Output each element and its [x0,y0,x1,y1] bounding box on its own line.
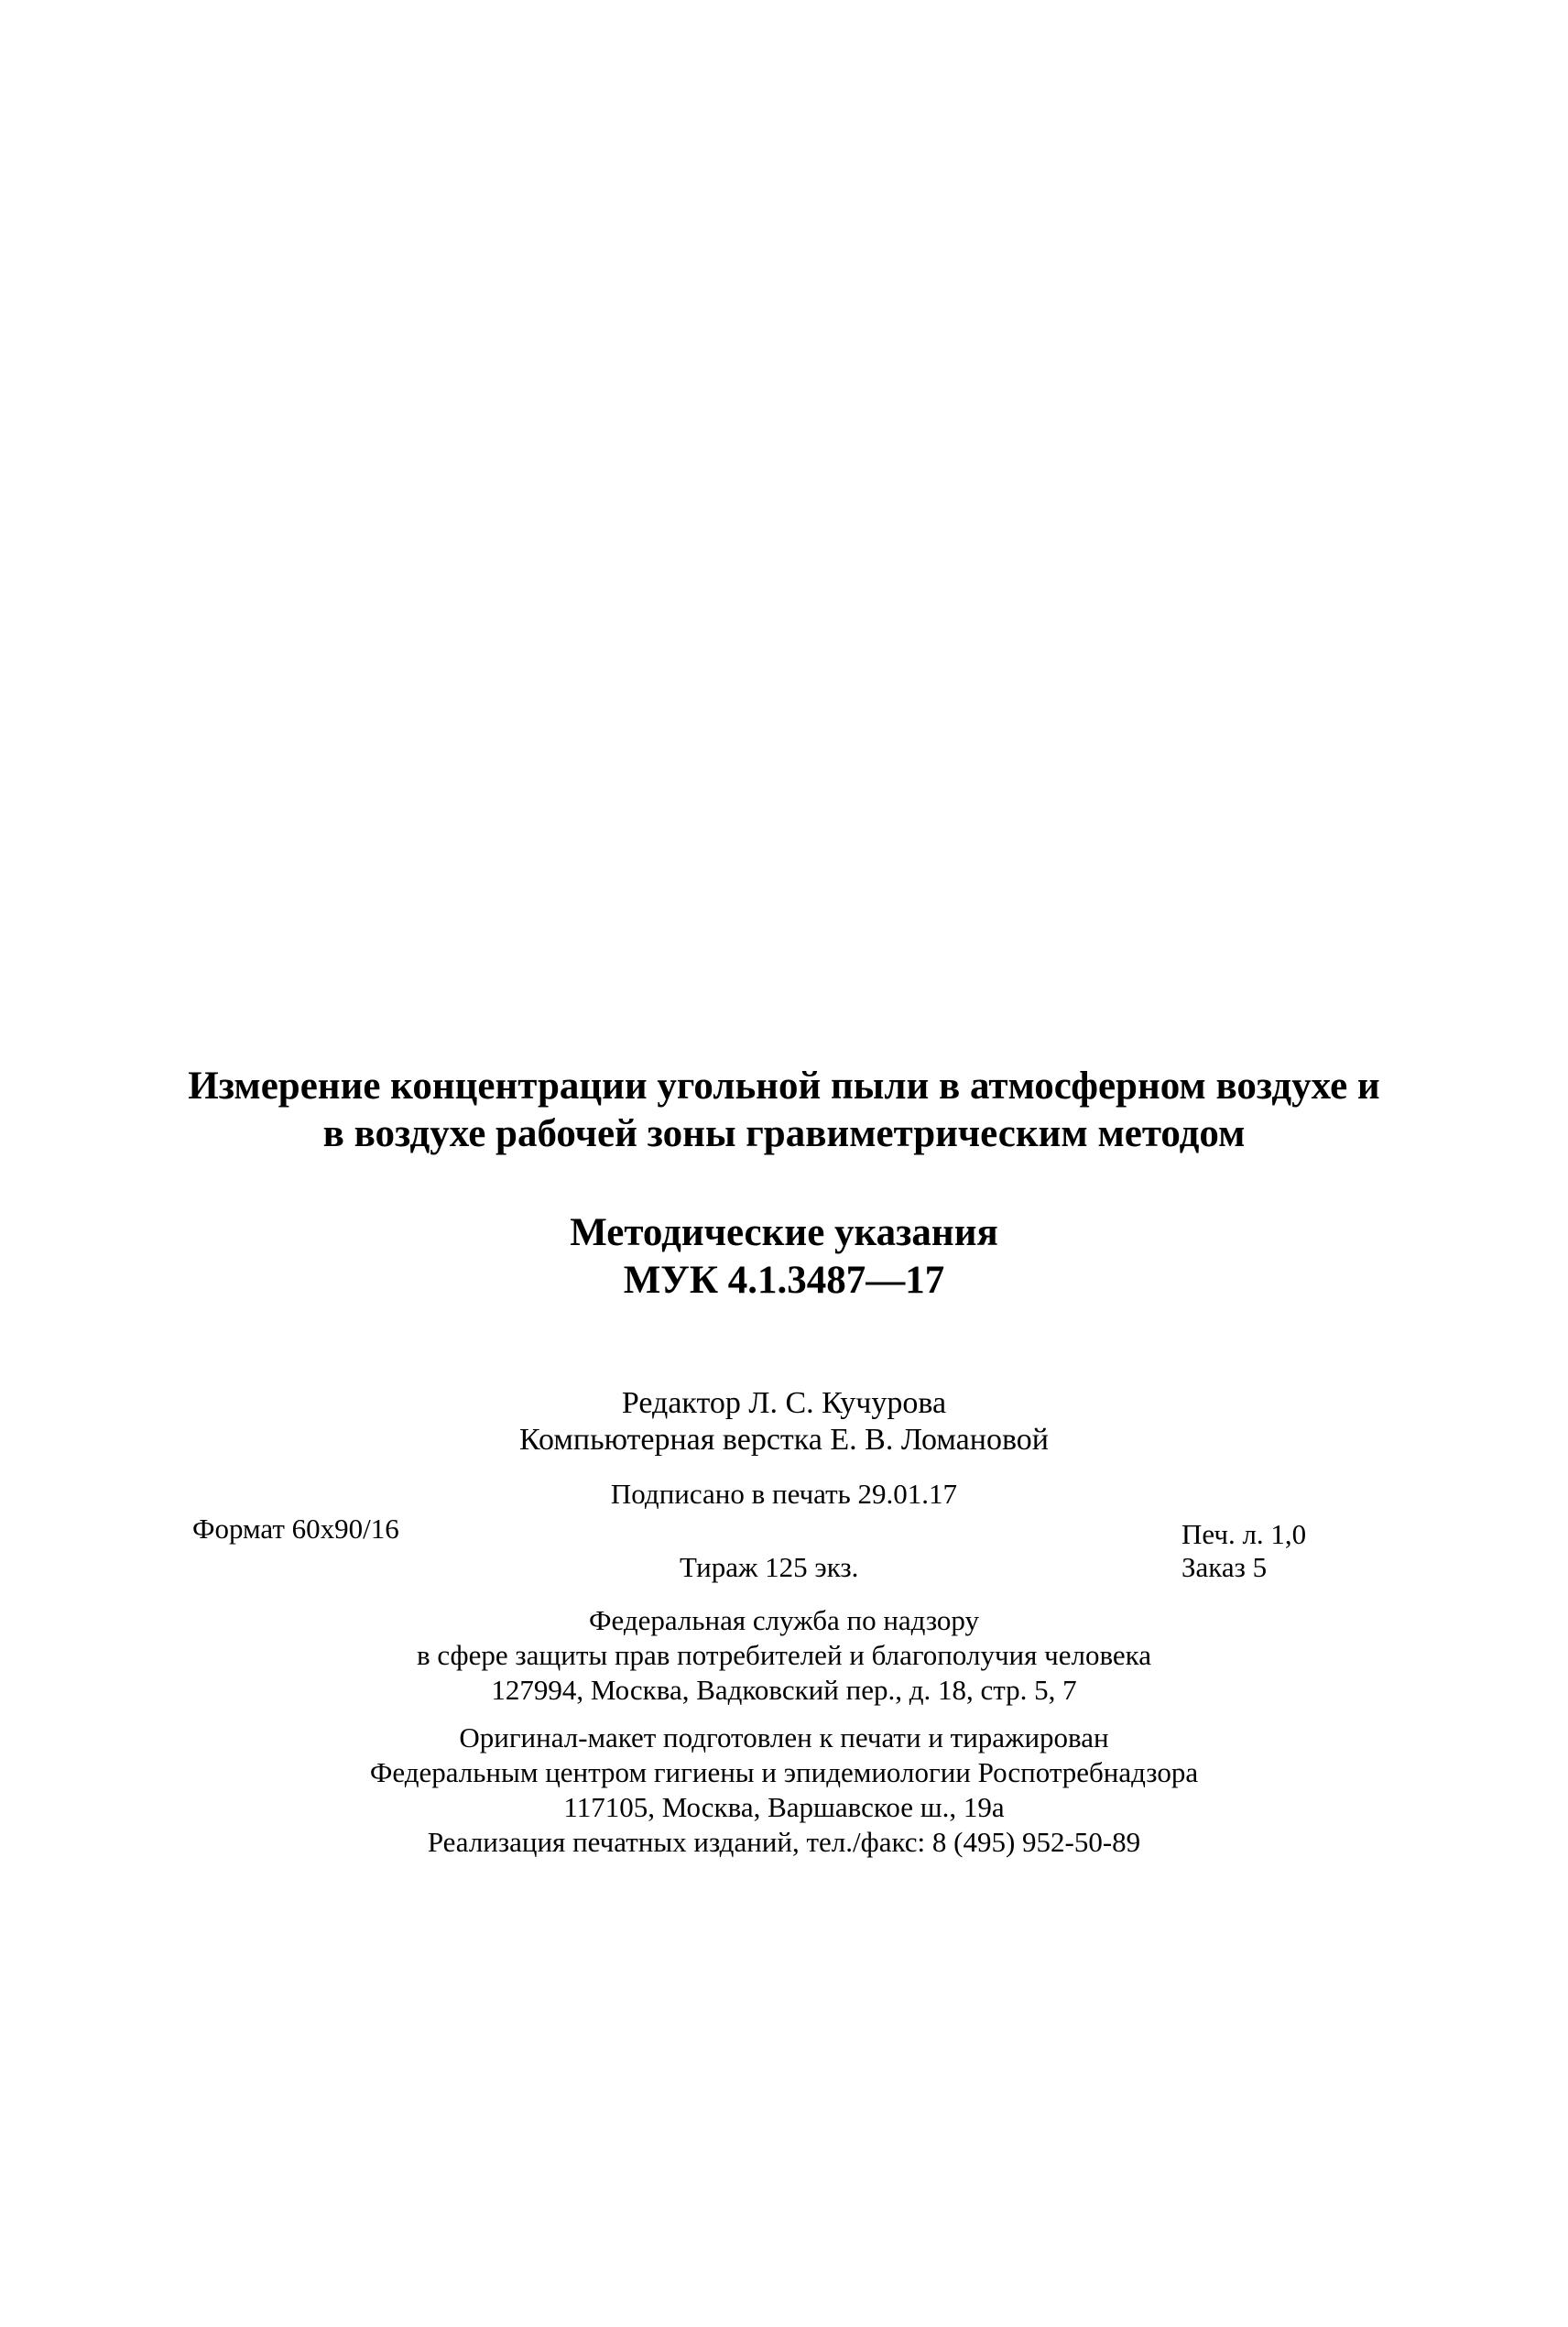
paper-format: Формат 60x90/16 [192,1513,399,1545]
printer-line-1: Оригинал-макет подготовлен к печати и тиражирован [459,1721,1109,1753]
printer-info [0,1721,1568,1860]
title-line-1: Измерение концентрации угольной пыли в атмосферном воздухе и [188,1065,1380,1108]
publisher-address: 127994, Москва, Вадковский пер., д. 18, стр. 5, 7 [491,1674,1077,1706]
printer-line-2: Федеральным центром гигиены и эпидемиологии Роспотребнадзора [369,1756,1199,1788]
document-type: Методические указания [570,1211,998,1254]
publisher-line-1: Федеральная служба по надзору [589,1604,979,1636]
credits [0,1385,1568,1458]
layout-credit: Компьютерная верстка Е. В. Ломановой [519,1423,1049,1457]
print-run: Тираж 125 экз. [680,1551,859,1583]
document-title [0,1063,1568,1158]
publisher-line-2: в сфере защиты прав потребителей и благополучия человека [416,1639,1152,1671]
printer-address: 117105, Москва, Варшавское ш., 19а [563,1791,1005,1823]
publisher-info [0,1603,1568,1708]
printed-sheets: Печ. л. 1,0 [1181,1518,1307,1550]
signed-to-print: Подписано в печать 29.01.17 [610,1478,958,1510]
editor-credit: Редактор Л. С. Кучурова [621,1386,947,1420]
title-line-2: в воздухе рабочей зоны гравиметрическим методом [322,1112,1246,1155]
document-subtitle [0,1209,1568,1305]
document-code: МУК 4.1.3487—17 [623,1259,945,1302]
printer-contact: Реализация печатных изданий, тел./факс: 8 (495) 952-50-89 [427,1826,1141,1858]
order-number: Заказ 5 [1181,1551,1268,1583]
